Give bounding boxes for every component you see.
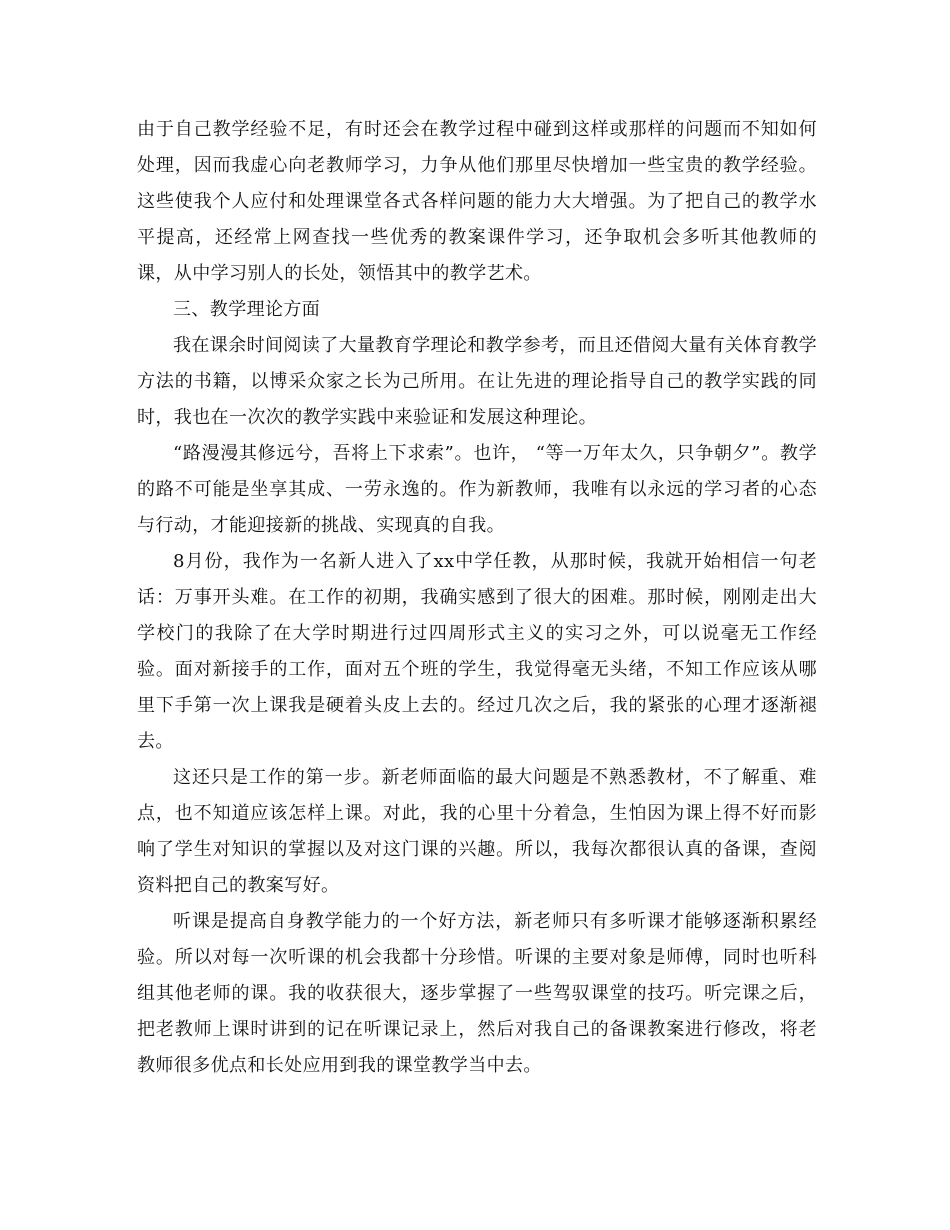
- section-heading-teaching-theory: 三、教学理论方面: [173, 299, 321, 320]
- paragraph-teaching-experience: 由于自己教学经验不足，有时还会在教学过程中碰到这样或那样的问题而不知如何处理，因而我虚心向老教师学习，力争从他们那里尽快增加一些宝贵的教学经验。这些使我个人应付和处理课堂各式各样问题的能力大大增强。为了把自己的教学水平提高，还经常上网查找一些优秀的教案课件学习，还争取机会多听其他教师的课，从中学习别人的长处，领悟其中的教学艺术。: [137, 119, 817, 284]
- paragraph-august-start: 8月份，我作为一名新人进入了xx中学任教，从那时候，我就开始相信一句老话：万事开头难。在工作的初期，我确实感到了很大的困难。那时候，刚刚走出大学校门的我除了在大学时期进行过四周形式主义的实习之外，可以说毫无工作经验。面对新接手的工作，面对五个班的学生，我觉得毫无头绪，不知工作应该从哪里下手第一次上课我是硬着头皮上去的。经过几次之后，我的紧张的心理才逐渐褪去。: [137, 551, 817, 752]
- document-body: [137, 112, 817, 1084]
- paragraph-theory-reading: 我在课余时间阅读了大量教育学理论和教学参考，而且还借阅大量有关体育教学方法的书籍，以博采众家之长为己所用。在让先进的理论指导自己的教学实践的同时，我也在一次次的教学实践中来验证和发展这种理论。: [137, 335, 817, 428]
- paragraph-quote-learning: “路漫漫其修远兮，吾将上下求索”。也许， “等一万年太久，只争朝夕”。教学的路不可能是坐享其成、一劳永逸的。作为新教师，我唯有以永远的学习者的心态与行动，才能迎接新的挑战、实现真的自我。: [137, 443, 817, 536]
- paragraph-first-step: 这还只是工作的第一步。新老师面临的最大问题是不熟悉教材，不了解重、难点，也不知道应该怎样上课。对此，我的心里十分着急，生怕因为课上得不好而影响了学生对知识的掌握以及对这门课的兴趣。所以，我每次都很认真的备课，查阅资料把自己的教案写好。: [137, 767, 817, 896]
- paragraph-listening-lessons: 听课是提高自身教学能力的一个好方法，新老师只有多听课才能够逐渐积累经验。所以对每一次听课的机会我都十分珍惜。听课的主要对象是师傅，同时也听科组其他老师的课。我的收获很大，逐步掌握了一些驾驭课堂的技巧。听完课之后，把老教师上课时讲到的记在听课记录上，然后对我自己的备课教案进行修改，将老教师很多优点和长处应用到我的课堂教学当中去。: [137, 911, 817, 1076]
